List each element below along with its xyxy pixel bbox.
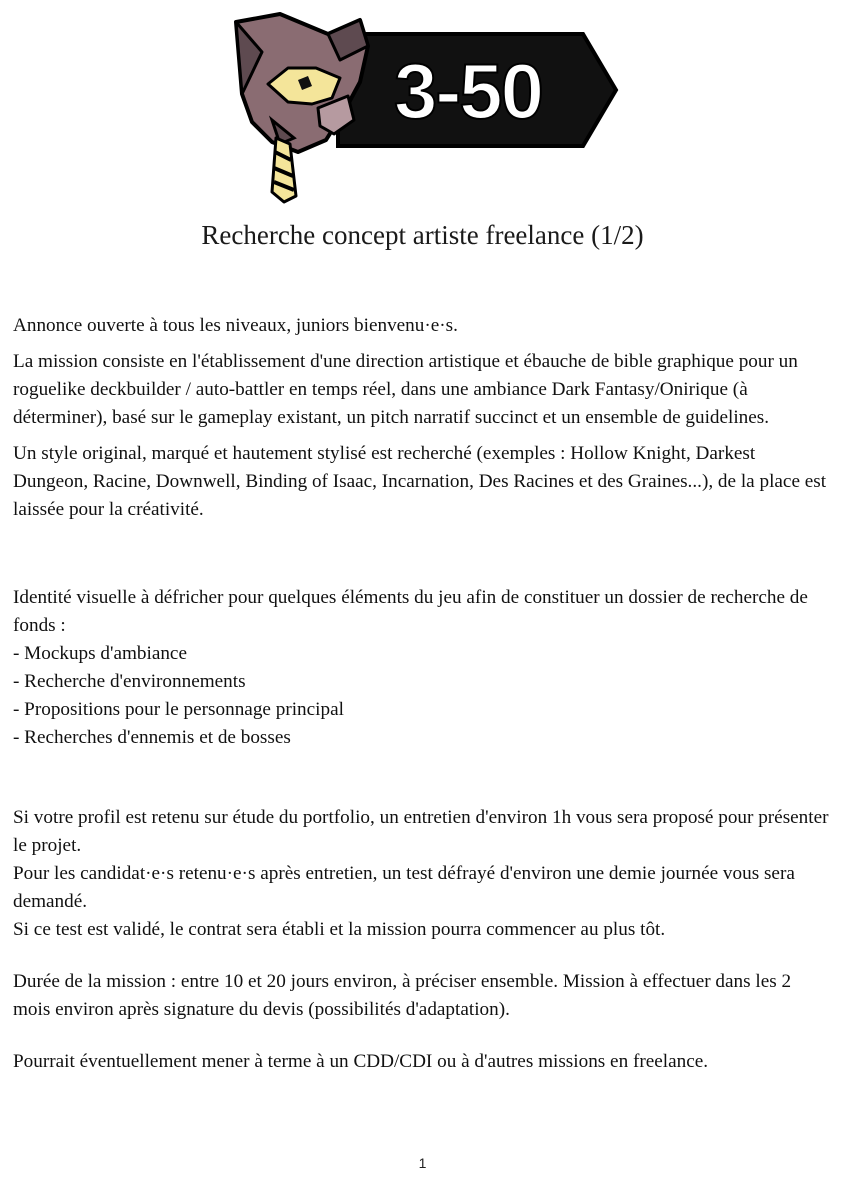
paragraph-process-interview: Si votre profil est retenu sur étude du portfolio, un entretien d'environ 1h vous sera proposé pour présenter le projet. [13,807,829,856]
paragraph-style: Un style original, marqué et hautement stylisé est recherché (exemples : Hollow Knight, Darkest Dungeon, Racine, Downwell, Binding of Isaac, Incarnation, Des Racines et des Graines...), de la place est laissée pour la créativité. [13,443,827,520]
paragraph-identity: Identité visuelle à défricher pour quelques éléments du jeu afin de constituer un dossier de recherche de fonds : [13,587,808,636]
bulldog-mascot-icon [236,14,368,202]
page-title: Recherche concept artiste freelance (1/2) [201,220,644,250]
page-number: 1 [418,1155,427,1171]
list-item: - Recherches d'ennemis et de bosses [13,727,291,748]
paragraph-intro: Annonce ouverte à tous les niveaux, juniors bienvenu·e·s. [13,315,458,336]
logo-text: 3-50 [393,47,543,135]
list-item: - Recherche d'environnements [13,671,246,692]
paragraph-future: Pourrait éventuellement mener à terme à un CDD/CDI ou à d'autres missions en freelance. [13,1051,709,1072]
list-item: - Propositions pour le personnage principal [13,699,344,720]
logo [228,12,620,204]
list-item: - Mockups d'ambiance [13,643,187,664]
document-body [13,312,831,1076]
paragraph-process-contract: Si ce test est validé, le contrat sera établi et la mission pourra commencer au plus tôt. [13,919,666,940]
paragraph-process-test: Pour les candidat·e·s retenu·e·s après entretien, un test défrayé d'environ une demie journée vous sera demandé. [13,863,795,912]
deliverables-list [13,640,831,752]
paragraph-mission: La mission consiste en l'établissement d'une direction artistique et ébauche de bible graphique pour un roguelike deckbuilder / auto-battler en temps réel, dans une ambiance Dark Fantasy/Onirique (à déterminer), basé sur le gameplay existant, un pitch narratif succinct et un ensemble de guidelines. [13,351,798,428]
paragraph-duration: Durée de la mission : entre 10 et 20 jours environ, à préciser ensemble. Mission à effectuer dans les 2 mois environ après signature du devis (possibilités d'adaptation). [13,971,792,1020]
